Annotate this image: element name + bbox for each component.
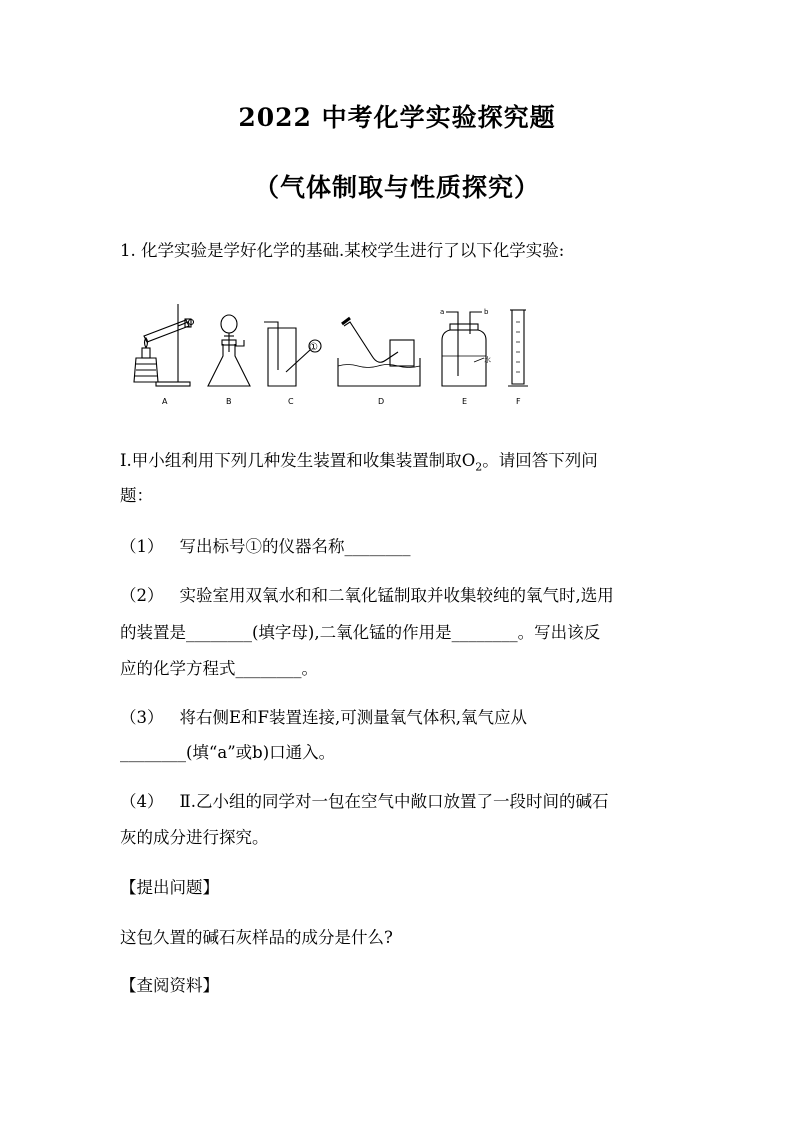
- apparatus-figure: [128, 300, 548, 412]
- part-1-line-1: [120, 451, 680, 477]
- part-1-line-2: 题：: [120, 486, 153, 505]
- oxygen-subscript: 2: [475, 460, 483, 474]
- apparatus-a: [134, 304, 194, 406]
- part-1-text-end: 。请回答下列问: [482, 451, 598, 470]
- section-heading-question: 【提出问题】: [120, 878, 219, 897]
- question-4-number: （4）: [120, 792, 164, 811]
- apparatus-b: [208, 315, 250, 406]
- label-b: B: [226, 397, 232, 406]
- question-2-line-1: [120, 586, 680, 606]
- question-1-intro: 1. 化学实验是学好化学的基础.某校学生进行了以下化学实验:: [120, 241, 565, 260]
- question-2-line-3: 应的化学方程式________。: [120, 659, 318, 678]
- label-d: D: [378, 397, 385, 406]
- question-2-number: （2）: [120, 586, 164, 605]
- question-2-line-2: 的装置是________(填字母),二氧化锰的作用是________。写出该反: [120, 623, 601, 642]
- question-1: [120, 537, 680, 557]
- circle-marker-1: ①: [309, 342, 318, 353]
- apparatus-f: [508, 310, 528, 406]
- question-4-line-2: 灰的成分进行探究。: [120, 828, 269, 847]
- section-heading-reference: 【查阅资料】: [120, 976, 219, 995]
- apparatus-d: [338, 318, 420, 406]
- label-a: A: [162, 397, 168, 406]
- question-1-text: 写出标号①的仪器名称________: [179, 537, 411, 556]
- label-e: E: [462, 397, 468, 406]
- question-3-line-2: ________(填“a”或b)口通入。: [120, 743, 336, 762]
- apparatus-c: [264, 322, 321, 406]
- port-b-label: b: [484, 308, 489, 316]
- question-3-number: （3）: [120, 708, 164, 727]
- question-4-line-1: [120, 792, 680, 812]
- port-a-label: a: [440, 308, 445, 316]
- label-f: F: [516, 397, 521, 406]
- label-c: C: [288, 397, 294, 406]
- question-2-text: 实验室用双氧水和和二氧化锰制取并收集较纯的氧气时,选用: [179, 586, 614, 605]
- document-title: 2022 中考化学实验探究题: [238, 103, 556, 132]
- question-1-number: （1）: [120, 537, 164, 556]
- apparatus-e: [440, 308, 491, 406]
- part-1-text: Ⅰ.甲小组利用下列几种发生装置和收集装置制取O: [120, 451, 476, 470]
- question-3-line-1: [120, 708, 680, 728]
- question-3-text: 将右侧E和F装置连接,可测量氧气体积,氧气应从: [179, 708, 527, 727]
- question-4-text: Ⅱ.乙小组的同学对一包在空气中敞口放置了一段时间的碱石: [179, 792, 609, 811]
- question-text: 这包久置的碱石灰样品的成分是什么?: [120, 928, 393, 947]
- water-label: 水: [484, 356, 491, 364]
- document-subtitle: （气体制取与性质探究）: [253, 173, 540, 202]
